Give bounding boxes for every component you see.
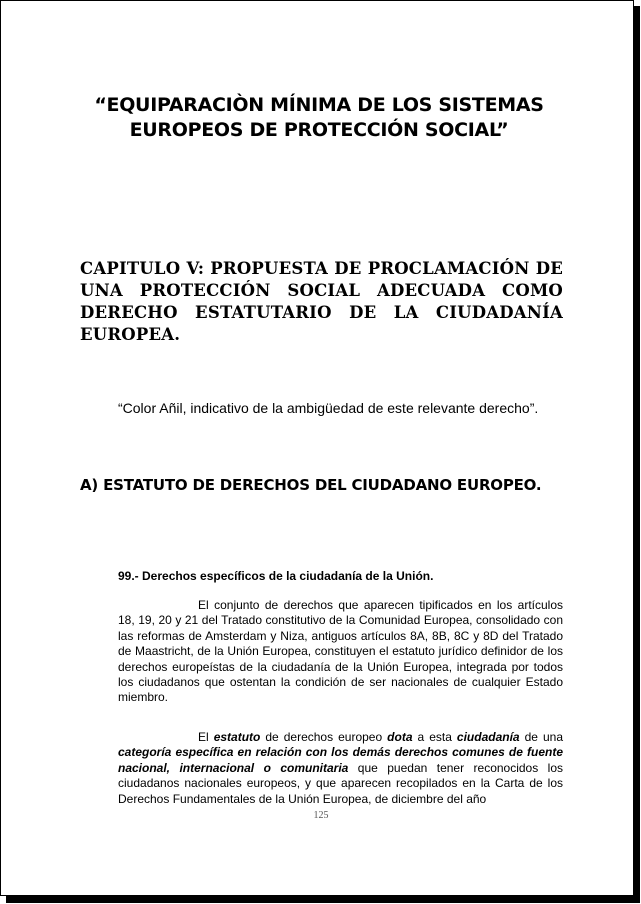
paragraph-2-text-1: El — [198, 730, 214, 744]
paragraph-2-text-4: de una — [519, 730, 564, 744]
emphasis-categoria-especifica: categoría específica en relación con los demás derechos comunes de fuente nacional, internacional o comunitaria — [118, 745, 563, 775]
chapter-heading: CAPITULO V: PROPUESTA DE PROCLAMACIÓN DE UNA PROTECCIÓN SOCIAL ADECUADA COMO DERECHO ESTATUTARIO DE LA CIUDADANÍA EUROPEA. — [80, 259, 563, 344]
paragraph-2-text-3: a esta — [412, 730, 457, 744]
emphasis-dota: dota — [387, 730, 413, 744]
subsection-heading: 99.- Derechos específicos de la ciudadanía de la Unión. — [118, 569, 434, 583]
emphasis-ciudadania: ciudadanía — [456, 730, 520, 744]
section-heading: A) ESTATUTO DE DERECHOS DEL CIUDADANO EUROPEO. — [80, 476, 542, 494]
body-paragraph-1: El conjunto de derechos que aparecen tipificados en los artículos 18, 19, 20 y 21 del Tratado constitutivo de la Comunidad Europea, consolidado con las reformas de Amsterdam y Niza, antiguos artículos 8A, 8B, 8C y 8D del Tratado de Maastricht, de la Unión Europea, constituyen el estatuto jurídico definidor de los derechos europeístas de la ciudadanía de la Unión Europea, integrada por todos los ciudadanos que ostentan la condición de ser nacionales de cualquier Estado miembro. — [118, 598, 563, 705]
paragraph-2-text-2: de derechos europeo — [260, 730, 388, 744]
emphasis-estatuto: estatuto — [213, 730, 261, 744]
paragraph-2-text-5: que puedan tener reconocidos los ciudadanos nacionales europeos, y que aparecen recopilados en la Carta de los Derechos Fundamentales de la Unión Europea, de diciembre del año — [118, 760, 563, 806]
document-title-line-1: “EQUIPARACIÒN MÍNIMA DE LOS SISTEMAS — [94, 94, 544, 116]
page-number: 125 — [313, 810, 329, 821]
page-shadow-right — [634, 6, 640, 903]
document-title-line-2: EUROPEOS DE PROTECCIÓN SOCIAL” — [129, 119, 509, 141]
body-paragraph-2 — [118, 730, 563, 807]
document-title — [61, 93, 577, 143]
epigraph-quote: “Color Añil, indicativo de la ambigüedad de este relevante derecho”. — [118, 400, 539, 416]
page-shadow-bottom — [6, 896, 640, 903]
